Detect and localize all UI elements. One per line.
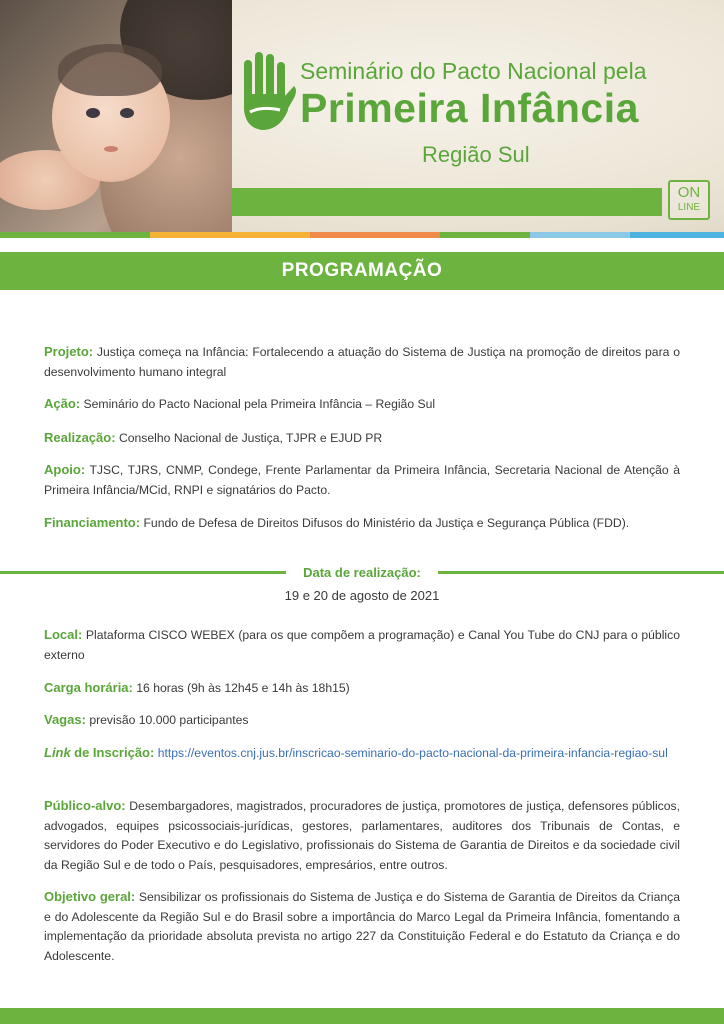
detail-label: de Inscrição: — [74, 745, 155, 760]
title-region: Região Sul — [422, 142, 530, 167]
detail-local — [44, 625, 680, 665]
detail-text: 16 horas (9h às 12h45 e 14h às 18h15) — [136, 681, 350, 695]
detail-publico — [44, 796, 680, 875]
stripe — [0, 232, 150, 238]
hand-logo-icon — [240, 50, 296, 132]
date-value: 19 e 20 de agosto de 2021 — [284, 588, 440, 603]
item-label: Realização: — [44, 430, 116, 445]
online-badge-bottom: LINE — [677, 202, 701, 213]
header-banner — [0, 0, 724, 232]
title-line-2: Primeira Infância — [300, 85, 639, 131]
registration-link[interactable]: https://eventos.cnj.jus.br/inscricao-seminario-do-pacto-nacional-da-primeira-infancia-regiao-sul — [157, 746, 668, 760]
detail-label: Objetivo geral: — [44, 889, 136, 904]
online-badge — [668, 180, 710, 220]
detail-label: Local: — [44, 627, 83, 642]
item-text: Conselho Nacional de Justiça, TJPR e EJUD PR — [118, 431, 383, 445]
item-label: Ação: — [44, 396, 81, 411]
detail-text: Sensibilizar os profissionais do Sistema de Justiça e do Sistema de Garantia de Direitos da Criança e do Adolescente da Região Sul e do Brasil sobre a importância do Marco Legal da Primeira Infância, fomentando a implementação da prioridade absoluta prevista no artigo 227 da Constituição Federal e do Estatuto da Criança e do Adolescente. — [44, 890, 680, 963]
header-green-bar — [232, 188, 662, 216]
color-stripes — [0, 232, 724, 238]
section-title: PROGRAMAÇÃO — [0, 252, 724, 290]
item-acao — [44, 394, 680, 415]
detail-text: previsão 10.000 participantes — [89, 713, 249, 727]
detail-vagas — [44, 710, 680, 731]
item-apoio — [44, 460, 680, 500]
baby-mouth — [104, 146, 118, 152]
detail-label-italic: Link — [44, 745, 71, 760]
detail-objetivo — [44, 887, 680, 966]
item-label: Projeto: — [44, 344, 94, 359]
detail-text: Desembargadores, magistrados, procuradores de justiça, promotores de justiça, defensores públicos, advogados, equipes psicossociais-jurídicas, gestores, parlamentares, auditores dos Tribunais de Contas, e servidores do Poder Executivo e do Legislativo, profissionais do Sistema de Garantia de Direitos e da sociedade civil da Região Sul e de todo o País, pesquisadores, empresários, entre outros. — [44, 799, 681, 872]
item-projeto — [44, 342, 680, 382]
item-label: Financiamento: — [44, 515, 141, 530]
detail-label: Vagas: — [44, 712, 86, 727]
item-label: Apoio: — [44, 462, 86, 477]
stripe — [150, 232, 310, 238]
detail-link — [44, 743, 680, 764]
baby-hair — [58, 44, 162, 96]
stripe — [440, 232, 530, 238]
detail-text: Plataforma CISCO WEBEX (para os que compõem a programação) e Canal You Tube do CNJ para o público externo — [44, 628, 680, 662]
date-label: Data de realização: — [286, 563, 438, 583]
online-badge-top: ON — [677, 184, 701, 201]
detail-label: Público-alvo: — [44, 798, 126, 813]
title-line-1: Seminário do Pacto Nacional pela — [300, 58, 647, 84]
baby-eye-right — [120, 108, 134, 118]
baby-photo — [0, 0, 232, 232]
stripe — [630, 232, 724, 238]
baby-eye-left — [86, 108, 100, 118]
detail-carga — [44, 678, 680, 699]
stripe — [310, 232, 440, 238]
footer-green-bar — [0, 1008, 724, 1024]
stripe — [530, 232, 630, 238]
item-text: Justiça começa na Infância: Fortalecendo a atuação do Sistema de Justiça na promoção de direitos para o desenvolvimento humano integral — [44, 345, 680, 379]
item-financiamento — [44, 513, 680, 534]
item-realizacao — [44, 428, 680, 449]
item-text: Seminário do Pacto Nacional pela Primeira Infância – Região Sul — [83, 397, 436, 411]
item-text: TJSC, TJRS, CNMP, Condege, Frente Parlamentar da Primeira Infância, Secretaria Nacional de Atenção à Primeira Infância/MCid, RNPI e signatários do Pacto. — [44, 463, 680, 497]
item-text: Fundo de Defesa de Direitos Difusos do Ministério da Justiça e Segurança Pública (FDD). — [143, 516, 630, 530]
detail-label: Carga horária: — [44, 680, 133, 695]
